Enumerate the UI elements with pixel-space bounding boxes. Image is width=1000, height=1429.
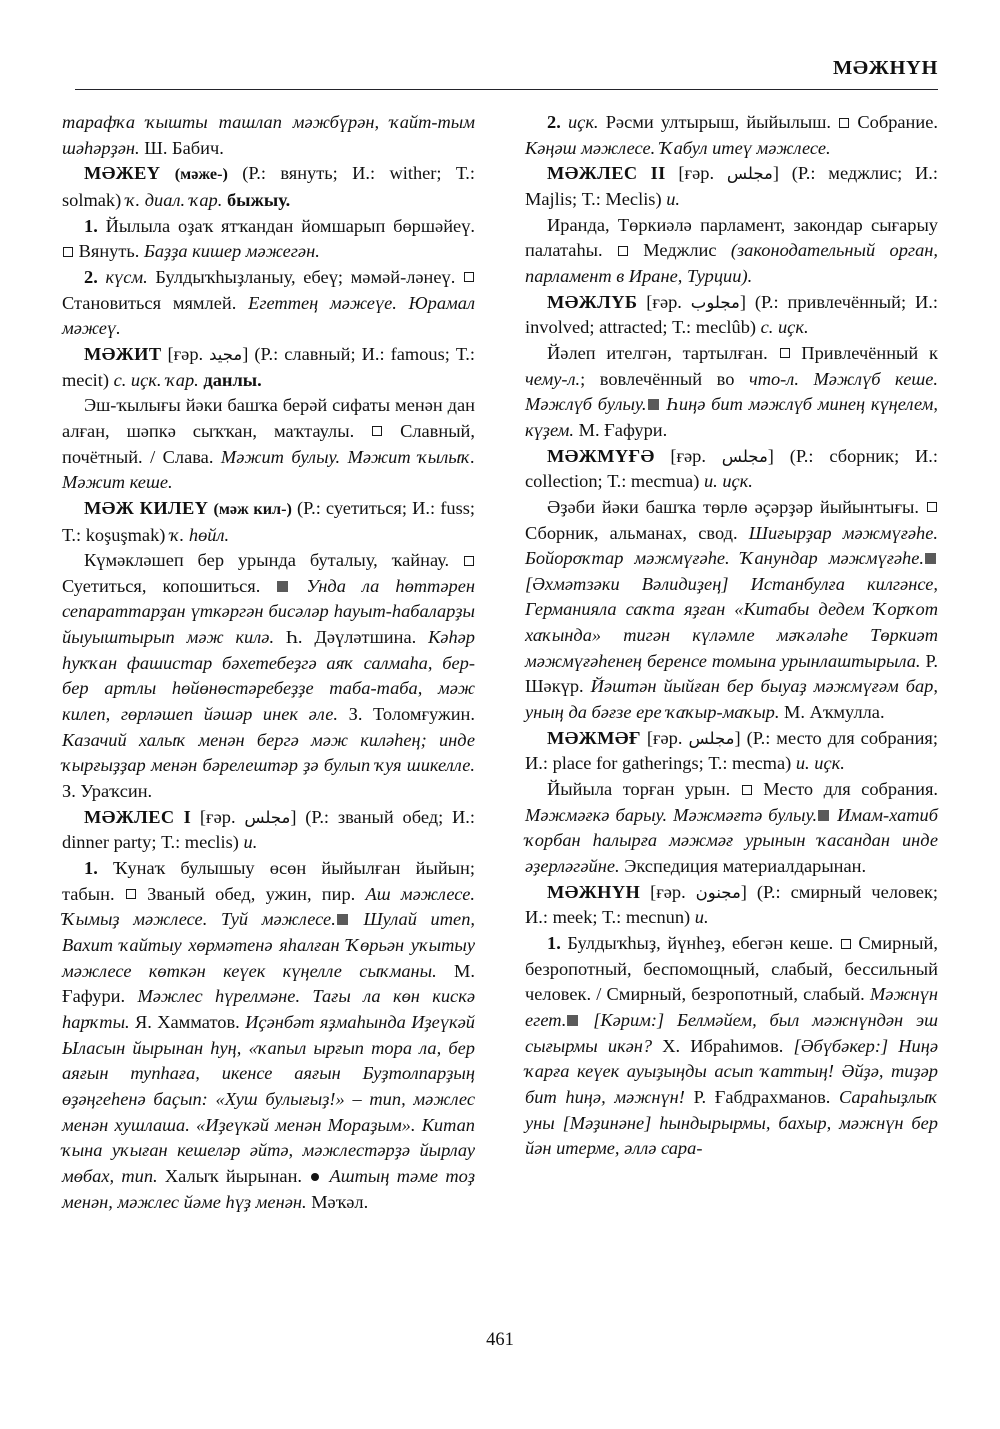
italic-text: с. иҫк. <box>760 317 809 338</box>
italic-text: күсм. <box>105 266 148 287</box>
roman-text: Ҡунаҡ булышыу өсөн йыйылған йыйын; табын. <box>62 858 475 904</box>
italic-text: [Әхмәтзәки Вәлидиҙең] Истанбулға килгәнсе, Германияла саҡта яҙған «Китабы дедем Ҡорҡот хаҡында» тигән күләмле мәҡәләһе Төркиәт мәжмүғәһенең беренсе томына урынлаштырыла. <box>525 573 938 671</box>
filled-square-marker-icon <box>818 810 829 821</box>
dictionary-entry <box>62 805 475 856</box>
roman-text: [ғәр. <box>637 291 691 312</box>
arabic-etymon: مجلس <box>688 728 735 748</box>
italic-text: Китап ҡына уҡыған кешеләр әйтә, мәжлестәрҙә йырлау мөбах, тип. <box>62 1114 475 1186</box>
open-box-marker-icon <box>63 247 73 257</box>
sense-number: 2. <box>547 112 561 132</box>
header-rule <box>75 89 938 90</box>
italic-text: Йәштән йыйған бер быуаҙ мәжмүғәм бар, уның да бәғзе ере ҡаҡыр-маҡыр. <box>525 676 938 723</box>
roman-text: Булдыҡһыҙланыу, ебеү; мәмәй-ләнеү. <box>147 266 463 287</box>
open-box-marker-icon <box>464 556 474 566</box>
open-box-marker-icon <box>742 785 752 795</box>
entry-sense <box>525 931 938 1162</box>
filled-square-marker-icon <box>648 399 659 410</box>
roman-text: Р. Шәкүр. <box>525 650 939 697</box>
roman-text: ] (Р.: смирный человек; И.: meek; Т.: mecnun) <box>525 881 938 928</box>
roman-text: М. Ғафури. <box>574 419 668 440</box>
italic-text: Иҫәнбәт яҙмаһында Иҙеүкәй Ыласын йырынан һуң, «ҡапыл ырғып тора ла, бер аяғын тупһаға, икенсе аяғын Буҙтолпарҙың өҙәңгеһенә баҫып: «Хуш булығыҙ!» – тип, мәжлес менән хушлаша. «Иҙеүкәй менән Мораҙым». <box>62 1011 475 1135</box>
italic-text: и. иҫк. <box>703 471 753 492</box>
roman-text: М. Аҡмулла. <box>779 702 885 723</box>
roman-text: Рәсми ултырыш, йыйылыш. <box>598 112 839 132</box>
entry-sense <box>62 214 475 265</box>
italic-text: Егеттең мәжеүе. Юрамал мәжеү. <box>62 292 475 339</box>
entry-sense <box>525 341 938 444</box>
roman-text: (Р.: суетиться; И.: fuss; Т.: koşuşmak) <box>62 497 475 545</box>
entry-sense <box>525 110 938 161</box>
filled-square-marker-icon <box>337 914 348 925</box>
filled-square-marker-icon <box>277 581 288 592</box>
headword: МӘЖМӘҒ <box>547 727 641 748</box>
dictionary-entry <box>62 161 475 213</box>
running-header <box>62 56 938 90</box>
roman-text: [ғәр. <box>640 727 689 748</box>
dictionary-entry <box>525 444 938 495</box>
dictionary-entry <box>525 880 938 931</box>
italic-text: (законодательный орган, парламент в Иране, Турции). <box>525 240 938 286</box>
dictionary-entry <box>62 342 475 393</box>
roman-text: З. Ураҡсин. <box>62 781 153 802</box>
filled-square-marker-icon <box>925 553 936 564</box>
roman-text: Смирный, безропотный, беспомощный, слабый, бессильный человек. / Смирный, безропотный, слабый. <box>525 933 938 1005</box>
headword: МӘЖИТ <box>84 343 162 364</box>
italic-text: ҡ. һөйл. <box>169 524 230 545</box>
dictionary-entry <box>525 726 938 777</box>
open-box-marker-icon <box>841 939 851 949</box>
roman-text: Становиться мямлей. <box>62 292 249 313</box>
bullet-marker-icon <box>311 1173 319 1181</box>
roman-text <box>799 369 814 389</box>
open-box-marker-icon <box>372 426 382 436</box>
roman-text: ] (Р.: меджлис; И.: Majlis; Т.: Meclis) <box>525 163 938 209</box>
entry-sense <box>62 265 475 342</box>
roman-text: Р. Ғабдрахманов. <box>684 1086 840 1107</box>
roman-text: М. Ғафури. <box>62 960 475 1007</box>
entry-sense <box>525 213 938 290</box>
entry-continuation <box>62 110 475 161</box>
roman-text: Сборник, альманах, свод. <box>525 522 749 543</box>
roman-text: Славный, почётный. / Слава. <box>62 420 475 467</box>
italic-text: Казачий халыҡ менән бергә мәж киләһең; инде ҡырғыҙҙар менән бәрелештәр ҙә булып ҡуя шикелле. <box>62 729 475 776</box>
italic-text: Мәжлес һүрелмәне. Тағы ла көн кискә һарҡты. <box>62 986 475 1032</box>
open-box-marker-icon <box>618 246 628 256</box>
headword: МӘЖЕҮ <box>84 163 161 184</box>
italic-text: тарафҡа ҡышты ташлап мәжбүрән, ҡайт-тым шәһәрҙән. <box>62 112 475 158</box>
italic-text: Унда ла һөттәрен сепараттарҙан үткәргән бисәләр һауыт-һабаларҙы йыуыштырып мәж килә. <box>62 575 475 648</box>
roman-text: Йыйыла торған урын. <box>547 779 741 800</box>
italic-text: Шулай итеп, Вахит ҡайтыу хөрмәтенә яһалған Ҡөрьән уҡытыу мәжлесе көткән кеүек күңелле сыҡманы. <box>62 909 475 981</box>
open-box-marker-icon <box>464 272 474 282</box>
roman-text: Мәҡәл. <box>306 1191 369 1212</box>
italic-text: Аш мәжлесе. Ҡымыҙ мәжлесе. Туй мәжлесе. <box>62 883 475 930</box>
roman-text: Меджлис <box>628 240 731 261</box>
roman-text: Һ. Дәүләтшина. <box>274 627 429 648</box>
headword-variant: (мәже-) <box>174 165 228 184</box>
italic-text: [Әбүбәкер:] Ниңә ҡарға кеүек ауыҙыңды асып ҡаттың! Әйҙә, тиҙәр бит һиңә, мәжнүн! <box>525 1035 938 1107</box>
arabic-etymon: مجلس <box>244 807 291 827</box>
roman-text: Күмәкләшеп бер урында буталыу, ҡайнау. <box>84 550 463 571</box>
headword-variant: (мәж кил-) <box>213 499 292 518</box>
headword: МӘЖЛЕС II <box>547 163 666 184</box>
roman-text: Вянуть. <box>74 241 144 262</box>
headword: МӘЖНҮН <box>547 881 641 902</box>
italic-text: Мәжит булыу. Мәжит ҡылыҡ. Мәжит кеше. <box>62 446 475 493</box>
roman-text: (Р.: вянуть; И.: wither; Т.: solmak) <box>62 163 475 210</box>
roman-text: ] (Р.: место для собрания; И.: place for gatherings; Т.: mecma) <box>525 727 938 774</box>
italic-text: Шиғырҙар мәжмүғәһе. Бойороҡтар мәжмүғәһе. Ҡанундар мәжмүғәһе. <box>525 522 938 569</box>
roman-text: З. Толомғужин. <box>338 704 475 725</box>
two-column-body <box>62 110 938 1310</box>
roman-text: Әҙәби йәки башҡа төрлө әҫәрҙәр йыйынтығы. <box>547 496 926 517</box>
italic-text: Сараһыҙлыҡ уны [Мәҙинәне] һындырырмы, бахыр, мәжнүн бер йән итерме, әллә сара- <box>525 1086 938 1159</box>
headword: МӘЖ КИЛЕҮ <box>84 497 209 518</box>
arabic-etymon: مجنون <box>695 882 741 902</box>
roman-text: Привлечённый к <box>790 342 938 363</box>
sense-number: 1. <box>84 215 98 236</box>
headword: МӘЖМҮҒӘ <box>547 445 655 466</box>
italic-text: ҡ. диал. ҡар. <box>125 189 223 210</box>
roman-text: Собрание. <box>850 112 938 132</box>
arabic-etymon: مجلوب <box>690 292 740 312</box>
italic-text: Аштың тәме тоҙ менән, мәжлес йәме һүҙ менән. <box>62 1165 475 1212</box>
roman-text: ; вовлечённый во <box>580 368 749 389</box>
italic-text: с. иҫк. ҡар. <box>113 369 199 390</box>
bold-text: быжыу. <box>226 189 291 210</box>
arabic-etymon: مجلس <box>726 164 773 184</box>
dictionary-entry <box>525 161 938 212</box>
entry-sense <box>525 495 938 726</box>
column-left <box>62 110 475 1310</box>
entry-sense <box>62 393 475 496</box>
roman-text: Эш-ҡылығы йәки башҡа берәй сифаты менән дан алған, шәпкә сыҡҡан, маҡтаулы. <box>62 395 475 441</box>
italic-text: Мәжнүн егет. <box>525 984 938 1030</box>
roman-text: ] (Р.: званый обед; И.: dinner party; Т.: meclis) <box>62 806 476 853</box>
italic-text: [Кәрим:] Белмәйем, был мәжнүндән эш сығырмы икән? <box>525 1009 938 1056</box>
italic-text: и. <box>694 907 709 928</box>
italic-text: Һиңә бит мәжлүб минең күңелем, күҙем. <box>525 394 938 440</box>
roman-text: ] (Р.: сборник; И.: collection; Т.: mecmua) <box>525 445 938 492</box>
roman-text: Я. Хамматов. <box>129 1011 246 1032</box>
roman-text: Суетиться, копошиться. <box>62 575 277 596</box>
open-box-marker-icon <box>780 348 790 358</box>
roman-text: [ғәр. <box>161 343 210 364</box>
column-right <box>525 110 938 1310</box>
roman-text: Йәлеп ителгән, тартылған. <box>547 342 779 363</box>
italic-text: и. <box>243 832 258 853</box>
roman-text: [ғәр. <box>191 806 245 827</box>
roman-text <box>160 163 174 183</box>
roman-text: [ғәр. <box>654 445 722 466</box>
sense-number: 1. <box>547 933 561 953</box>
italic-text: Мәжмәғкә барыу. Мәжмәғтә булыу. <box>525 804 818 825</box>
headword: МӘЖЛҮБ <box>547 291 638 312</box>
roman-text: Х. Ибраһимов. <box>652 1035 794 1056</box>
italic-text: Имам-хатиб ҡорбан һалырға мәжмәғ урынын ҡасандан инде әҙерләгәйне. <box>525 804 939 877</box>
open-box-marker-icon <box>927 502 937 512</box>
page-number: 461 <box>486 1330 514 1350</box>
italic-text: иҫк. <box>567 112 599 132</box>
italic-text: Кәһәр һуҡҡан фашистар бәхетебеҙгә аяҡ салмаһа, бер-бер артлы һөйөнөстәребеҙҙе таба-таба, мәж килеп, гөрләшеп йәшәр инек әле. <box>62 627 475 725</box>
italic-text: и. иҫк. <box>795 753 845 774</box>
dictionary-entry <box>62 496 475 548</box>
sense-number: 2. <box>84 266 98 287</box>
italic-text: Кәңәш мәжлесе. Ҡабул итеү мәжлесе. <box>525 137 831 158</box>
roman-text: ] (Р.: славный; И.: famous; Т.: mecit) <box>62 343 475 390</box>
entry-sense <box>62 548 475 805</box>
arabic-etymon: مجلس <box>721 446 768 466</box>
bold-text: данлы. <box>203 369 262 390</box>
sense-number: 1. <box>84 858 98 879</box>
roman-text: Место для собрания. <box>752 779 938 800</box>
roman-text: ] (Р.: привлечённый; И.: involved; attracted; Т.: meclûb) <box>525 291 938 338</box>
italic-text: и. <box>666 188 680 209</box>
italic-text: Мәжлүб кеше. Мәжлүб булыу. <box>525 368 938 415</box>
roman-text <box>561 112 568 132</box>
running-head-title: МӘЖНҮН <box>832 57 938 79</box>
roman-text: Халыҡ йырынан. <box>157 1165 310 1186</box>
dictionary-entry <box>525 290 938 341</box>
filled-square-marker-icon <box>567 1015 578 1026</box>
italic-text: что-л. <box>748 368 799 389</box>
roman-text: Ш. Бабич. <box>139 137 224 158</box>
roman-text: Йылыла оҙаҡ ятҡандан йомшарып бөршәйеү. <box>97 215 475 236</box>
entry-sense <box>525 777 938 880</box>
roman-text: Булдыҡһыҙ, йүнһеҙ, ебегән кеше. <box>560 933 840 953</box>
roman-text: Экспедиция материалдарынан. <box>619 856 867 877</box>
roman-text: [ғәр. <box>665 163 727 184</box>
italic-text: Баҙҙа кишер мәжегән. <box>143 241 320 262</box>
roman-text: Иранда, Төркиәлә парламент, закондар сығарыу палатаһы. <box>525 214 938 261</box>
italic-text: чему-л. <box>525 368 581 389</box>
roman-text: [ғәр. <box>640 881 696 902</box>
headword: МӘЖЛЕС I <box>84 806 192 827</box>
entry-sense <box>62 856 475 1215</box>
open-box-marker-icon <box>126 889 136 899</box>
open-box-marker-icon <box>839 118 849 128</box>
roman-text: Званый обед, ужин, пир. <box>136 883 366 904</box>
arabic-etymon: مجيد <box>209 344 243 364</box>
